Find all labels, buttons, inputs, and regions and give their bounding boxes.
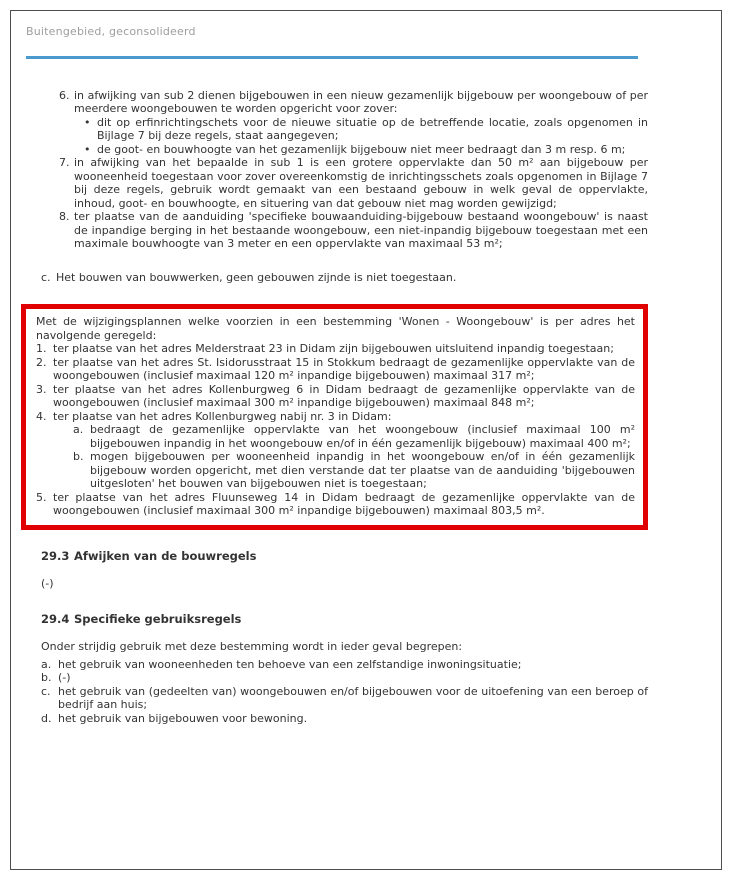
bullet-item <box>84 143 648 157</box>
list-item-8-text: ter plaatse van de aanduiding 'specifieke bouwaanduiding-bijgebouw bestaand woongebouw' is naast de inpandige berging in het bestaande woongebouw, een niet-inpandig bijgebouw toegestaan met een maximale bouwhoogte van 3 meter en een oppervlakte van maximaal 53 m²; <box>74 210 648 250</box>
box-item-1 <box>36 342 635 356</box>
list-item-6-bullets <box>74 116 648 157</box>
list-item-6-text: in afwijking van sub 2 dienen bijgebouwen in een nieuw gezamenlijk bijgebouw per woongebouw of per meerdere woongebouwen te worden opgericht voor zover: <box>74 88 648 115</box>
gebruik-item-d-marker: d. <box>41 711 52 725</box>
list-item-6-marker: 6. <box>59 88 70 102</box>
box-item-5-marker: 5. <box>36 490 47 504</box>
box-item-3-text: ter plaatse van het adres Kollenburgweg 6 in Didam bedraagt de gezamenlijke oppervlakte van de woongebouwen (inclusief maximaal 300 m² inpandige bijgebouwen) maximaal 848 m²; <box>53 382 635 409</box>
section-29-3-number: 29.3 <box>41 548 70 563</box>
bullet-icon: • <box>84 115 91 129</box>
list-item-8-marker: 8. <box>59 210 70 223</box>
gebruik-item-b-text: (-) <box>58 671 71 684</box>
document-body <box>36 88 648 726</box>
gebruik-item-d <box>41 712 648 726</box>
box-item-2-marker: 2. <box>36 355 47 369</box>
document-header-title: Buitengebied, geconsolideerd <box>26 25 196 38</box>
box-item-4 <box>36 410 635 491</box>
box-item-1-marker: 1. <box>36 342 47 355</box>
highlight-box-intro: Met de wijzigingsplannen welke voorzien in een bestemming 'Wonen - Woongebouw' is per adres het navolgende geregeld: <box>36 315 635 342</box>
list-item-c-marker: c. <box>41 270 51 284</box>
box-item-4a-text: bedraagt de gezamenlijke oppervlakte van het woongebouw (inclusief maximaal 100 m² bijgebouwen inpandig in het woongebouw en/of in één gezamenlijk bijgebouw) maximaal 400 m²; <box>90 423 635 450</box>
gebruik-item-c <box>41 685 648 712</box>
box-item-1-text: ter plaatse van het adres Melderstraat 23 in Didam zijn bijgebouwen uitsluitend inpandig toegestaan; <box>53 342 614 355</box>
bullet-item-text: de goot- en bouwhoogte van het gezamenlijk bijgebouw niet meer bedraagt dan 3 m resp. 6 m; <box>97 142 626 156</box>
box-item-4-marker: 4. <box>36 409 47 423</box>
bouwregels-numbered-list <box>41 89 648 251</box>
gebruik-item-a <box>41 658 648 672</box>
highlighted-wijzigingsplannen-box <box>21 304 648 530</box>
list-item-7 <box>59 156 648 210</box>
box-item-4a <box>53 423 635 450</box>
gebruik-item-a-text: het gebruik van wooneenheden ten behoeve van een zelfstandige inwoningsituatie; <box>58 657 522 671</box>
box-item-4b-text: mogen bijgebouwen per wooneenheid inpandig in het woongebouw en/of in één gezamenlijk bijgebouw worden opgericht, met dien verstande dat ter plaatse van de aanduiding 'bijgebouwen uitgesloten' het bouwen van bijgebouwen niet is toegestaan; <box>90 450 635 490</box>
section-29-4-title: Specifieke gebruiksregels <box>74 611 242 626</box>
list-item-8 <box>59 210 648 251</box>
box-item-4b-marker: b. <box>73 450 84 463</box>
bullet-icon: • <box>84 142 91 156</box>
section-29-4-intro: Onder strijdig gebruik met deze bestemming wordt in ieder geval begrepen: <box>41 640 463 653</box>
bullet-item <box>84 116 648 143</box>
gebruik-item-c-marker: c. <box>41 684 51 698</box>
list-item-7-text: in afwijking van het bepaalde in sub 1 is een grotere oppervlakte dan 50 m² aan bijgebouw per wooneenheid toegestaan voor zover overeenkomstig de inrichtingsschets zoals opgenomen in Bijlage 7 bij deze regels, gebruik wordt gemaakt van een bestaand gebouw in welk geval de oppervlakte, inhoud, goot- en bouwhoogte, en situering van dat gebouw niet mag worden gewijzigd; <box>74 156 648 210</box>
header-divider-line <box>26 56 638 59</box>
gebruik-item-a-marker: a. <box>41 657 52 671</box>
list-item-6 <box>59 89 648 157</box>
box-item-5-text: ter plaatse van het adres Fluunseweg 14 in Didam bedraagt de gezamenlijke oppervlakte van de woongebouwen (inclusief maximaal 300 m² inpandige bijgebouwen) maximaal 803,5 m². <box>53 490 635 517</box>
box-item-2 <box>36 356 635 383</box>
gebruiksregels-list <box>41 658 648 726</box>
list-item-c <box>41 271 648 285</box>
box-item-4b <box>53 450 635 491</box>
gebruik-item-d-text: het gebruik van bijgebouwen voor bewoning. <box>58 711 308 725</box>
box-item-3-marker: 3. <box>36 382 47 396</box>
bullet-item-text: dit op erfinrichtingschets voor de nieuwe situatie op de betreffende locatie, zoals opgenomen in Bijlage 7 bij deze regels, staat aangegeven; <box>97 115 648 142</box>
list-item-c-text: Het bouwen van bouwwerken, geen gebouwen zijnde is niet toegestaan. <box>56 270 457 284</box>
section-29-3-heading <box>41 550 648 564</box>
box-item-2-text: ter plaatse van het adres St. Isidorusstraat 15 in Stokkum bedraagt de gezamenlijke oppervlakte van de woongebouwen (inclusief maximaal 120 m² inpandige bijgebouwen) maximaal 317 m²; <box>53 355 635 382</box>
section-29-4-number: 29.4 <box>41 611 70 626</box>
box-item-5 <box>36 491 635 518</box>
gebruik-item-c-text: het gebruik van (gedeelten van) woongebouwen en/of bijgebouwen voor de uitoefening van een beroep of bedrijf aan huis; <box>58 684 648 711</box>
box-item-3 <box>36 383 635 410</box>
section-29-3-body: (-) <box>41 577 54 590</box>
box-item-4a-marker: a. <box>73 423 84 436</box>
page-frame <box>10 10 722 870</box>
box-item-4-sublist <box>53 423 635 491</box>
section-29-4-heading <box>41 613 648 627</box>
list-item-7-marker: 7. <box>59 156 70 169</box>
gebruik-item-b-marker: b. <box>41 671 52 684</box>
section-29-3-title: Afwijken van de bouwregels <box>74 548 257 563</box>
gebruik-item-b <box>41 671 648 685</box>
box-item-4-text: ter plaatse van het adres Kollenburgweg nabij nr. 3 in Didam: <box>53 409 392 423</box>
